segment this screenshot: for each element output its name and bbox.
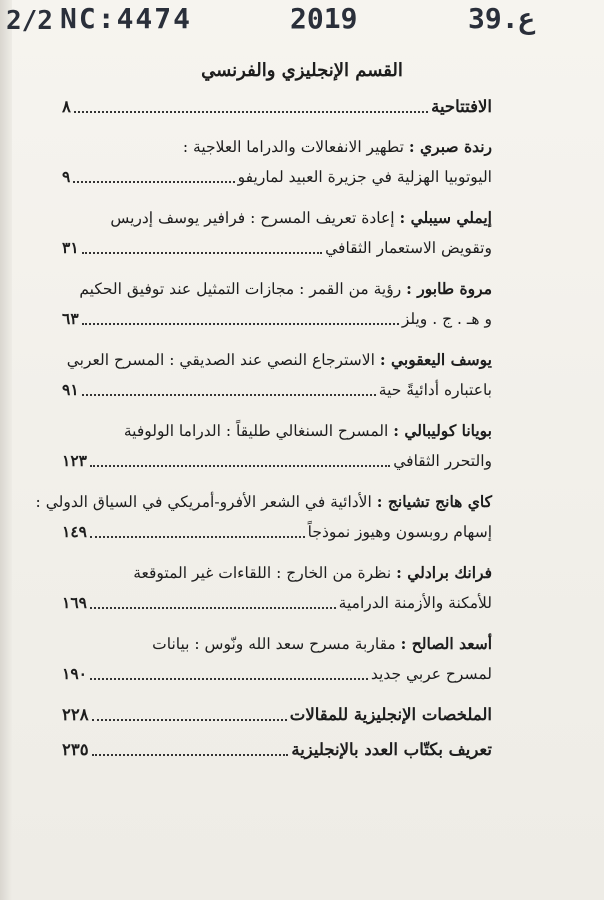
toc-title-line2: باعتباره أدائيةً حية xyxy=(378,381,492,399)
toc-title-line2: اليوتوبيا الهزلية في جزيرة العبيد لماريفو xyxy=(237,168,492,186)
toc-title-line2: للأمكنة والأزمنة الدرامية xyxy=(338,594,492,612)
toc-title-line2: وتقويض الاستعمار الثقافي xyxy=(325,239,492,257)
toc-title-line1: مقاربة مسرح سعد الله ونّوس : بيانات xyxy=(152,635,396,653)
toc-author: بويانا كوليبالي : xyxy=(393,421,492,440)
toc-title-line2: إسهام روبسون وهيوز نموذجاً xyxy=(307,523,492,541)
leader-dots xyxy=(73,181,234,183)
leader-dots xyxy=(82,323,399,325)
toc-entry xyxy=(62,629,492,689)
toc-page: ٩١ xyxy=(62,380,79,399)
leader-dots xyxy=(82,252,322,254)
toc-title: الملخصات الإنجليزية للمقالات xyxy=(289,705,492,724)
toc-page: ١٢٣ xyxy=(62,451,87,470)
toc-title-line1: الأدائية في الشعر الأفرو-أمريكي في السياق الدولي : xyxy=(35,493,372,511)
section-heading: القسم الإنجليزي والفرنسي xyxy=(201,60,403,81)
toc-title-line1: نظرة من الخارج : اللقاءات غير المتوقعة xyxy=(133,564,392,582)
leader-dots xyxy=(82,394,376,396)
toc-title-line2: والتحرر الثقافي xyxy=(393,452,492,470)
toc-page: ١٦٩ xyxy=(62,593,87,612)
toc-author: أسعد الصالح : xyxy=(400,634,492,653)
toc-title-line1: الاسترجاع النصي عند الصديقي : المسرح العربي xyxy=(66,351,375,369)
leader-dots xyxy=(92,754,289,756)
handwritten-code: NC:4474 xyxy=(60,2,193,35)
toc-title-line1: تطهير الانفعالات والدراما العلاجية : xyxy=(182,138,404,156)
leader-dots xyxy=(90,465,390,467)
toc-author: إيملي سيبلي : xyxy=(399,208,492,227)
toc-entry xyxy=(35,487,492,547)
table-of-contents xyxy=(35,92,492,764)
toc-entry xyxy=(62,558,492,618)
leader-dots xyxy=(90,607,336,609)
toc-entry-contributors xyxy=(62,735,492,764)
toc-page: ٨ xyxy=(62,97,71,116)
toc-entry xyxy=(62,274,492,334)
toc-author: يوسف اليعقوبي : xyxy=(379,350,492,369)
toc-title-line1: رؤية من القمر : مجازات التمثيل عند توفيق الحكيم xyxy=(79,280,402,298)
toc-author: مروة طابور : xyxy=(406,279,492,298)
toc-title-line1: المسرح السنغالي طليقاً : الدراما الولوفية xyxy=(123,422,389,440)
toc-author: رندة صبري : xyxy=(408,137,492,156)
leader-dots xyxy=(74,111,428,113)
toc-page: ٢٣٥ xyxy=(62,740,89,759)
toc-title: الافتتاحية xyxy=(431,97,492,116)
handwritten-year: 2019 xyxy=(290,2,358,35)
toc-page: ٦٣ xyxy=(62,309,79,328)
toc-entry-english-abstracts xyxy=(62,700,492,729)
toc-entry-editorial xyxy=(62,92,492,121)
toc-page: ٩ xyxy=(62,167,71,186)
toc-entry xyxy=(62,203,492,263)
toc-title: تعريف بكتّاب العدد بالإنجليزية xyxy=(291,740,492,759)
toc-page: ١٩٠ xyxy=(62,664,87,683)
toc-page: ١٤٩ xyxy=(62,522,87,541)
toc-author: كاي هانج تشيانج : xyxy=(376,492,492,511)
toc-title-line1: إعادة تعريف المسرح : فرافير يوسف إدريس xyxy=(110,209,395,227)
toc-page: ٣١ xyxy=(62,238,79,257)
toc-title-line2: لمسرح عربي جديد xyxy=(370,665,492,683)
toc-entry xyxy=(62,416,492,476)
toc-entry xyxy=(62,345,492,405)
toc-title-line2: و هـ . ج . ويلز xyxy=(401,310,492,328)
toc-entry xyxy=(62,132,492,192)
handwritten-page-number: 39.ع xyxy=(468,2,536,35)
handwritten-fraction: 2/2 xyxy=(6,6,53,36)
page-binding-edge xyxy=(0,0,12,900)
toc-page: ٢٢٨ xyxy=(62,705,89,724)
toc-author: فرانك برادلي : xyxy=(396,563,492,582)
leader-dots xyxy=(90,536,305,538)
leader-dots xyxy=(92,719,287,721)
leader-dots xyxy=(90,678,368,680)
